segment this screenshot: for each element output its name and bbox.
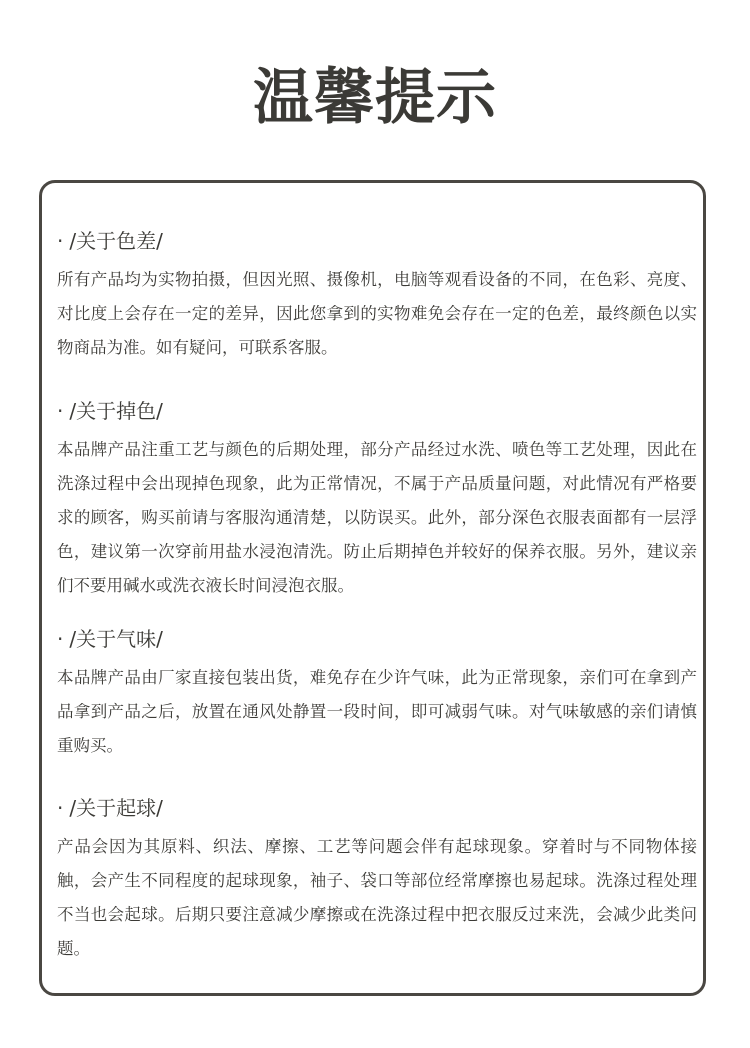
section-heading-text: /关于起球/ bbox=[69, 796, 163, 820]
section-heading-text: /关于掉色/ bbox=[69, 399, 163, 423]
section-body: 所有产品均为实物拍摄，但因光照、摄像机，电脑等观看设备的不同，在色彩、亮度、对比度上会存在一定的差异，因此您拿到的实物难免会存在一定的色差，最终颜色以实物商品为准。如有疑问，可联系客服。 bbox=[57, 270, 697, 357]
section-color-fading bbox=[57, 397, 697, 603]
bullet-dot: · bbox=[57, 627, 64, 651]
section-heading-text: /关于色差/ bbox=[69, 229, 163, 253]
section-heading-text: /关于气味/ bbox=[69, 627, 163, 651]
bullet-dot: · bbox=[57, 229, 64, 253]
section-heading bbox=[57, 227, 697, 255]
bullet-dot: · bbox=[57, 796, 64, 820]
section-body: 本品牌产品由厂家直接包装出货，难免存在少许气味，此为正常现象，亲们可在拿到产品拿到产品之后，放置在通风处静置一段时间，即可减弱气味。对气味敏感的亲们请慎重购买。 bbox=[57, 668, 697, 755]
notice-box bbox=[39, 180, 706, 996]
section-heading bbox=[57, 625, 697, 653]
section-body: 本品牌产品注重工艺与颜色的后期处理，部分产品经过水洗、喷色等工艺处理，因此在洗涤过程中会出现掉色现象，此为正常情况，不属于产品质量问题，对此情况有严格要求的顾客，购买前请与客服沟通清楚，以防误买。此外，部分深色衣服表面都有一层浮色，建议第一次穿前用盐水浸泡清洗。防止后期掉色并较好的保养衣服。另外，建议亲们不要用碱水或洗衣液长时间浸泡衣服。 bbox=[57, 440, 697, 595]
section-color-difference bbox=[57, 227, 697, 365]
section-heading bbox=[57, 794, 697, 822]
section-heading bbox=[57, 397, 697, 425]
section-pilling bbox=[57, 794, 697, 966]
section-odor bbox=[57, 625, 697, 763]
bullet-dot: · bbox=[57, 399, 64, 423]
page-title: 温馨提示 bbox=[253, 63, 497, 133]
section-body: 产品会因为其原料、织法、摩擦、工艺等问题会伴有起球现象。穿着时与不同物体接触，会产生不同程度的起球现象，袖子、袋口等部位经常摩擦也易起球。洗涤过程处理不当也会起球。后期只要注意减少摩擦或在洗涤过程中把衣服反过来洗，会减少此类问题。 bbox=[57, 837, 697, 958]
